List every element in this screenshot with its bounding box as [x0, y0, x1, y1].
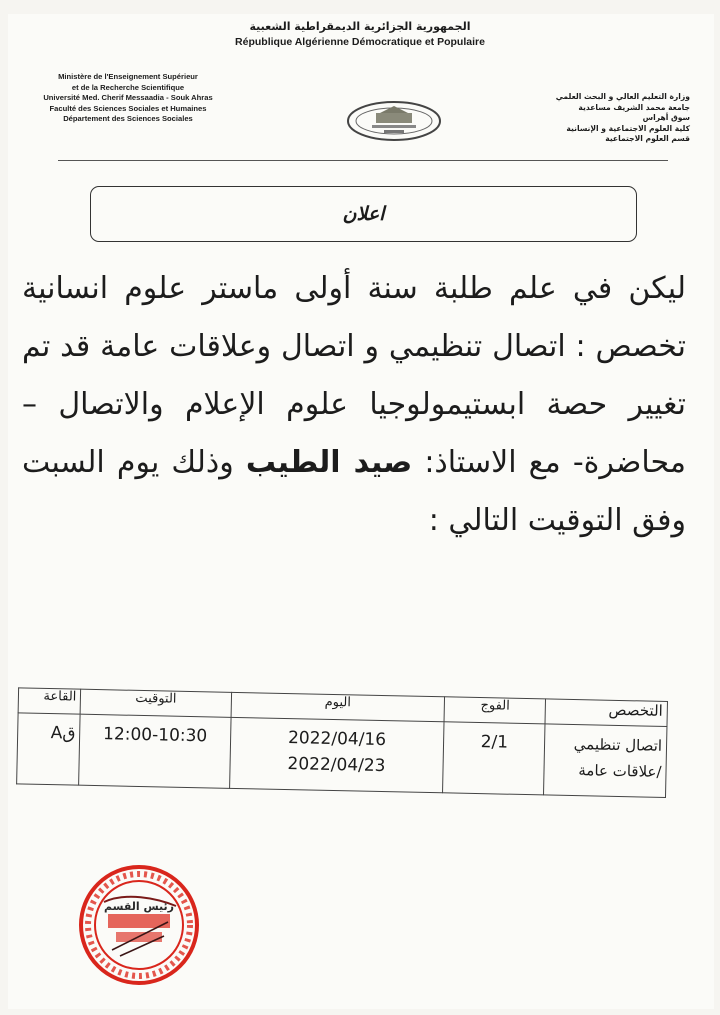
university-line-ar: جامعة محمد الشريف مساعدية [578, 102, 690, 112]
specialty-line-1: اتصال تنظيمي [573, 735, 663, 755]
signature-title: رئيس القسم [104, 900, 174, 913]
teacher-name: صيد الطيب [245, 445, 413, 480]
cell-specialty [544, 724, 667, 798]
ministry-line-ar: وزارة التعليم العالي و البحث العلمي [555, 92, 690, 101]
university-line: Université Med. Cherif Messaadia - Souk Ahras [43, 93, 213, 103]
cell-room: قA [17, 713, 81, 785]
institution-header-arabic [490, 92, 690, 145]
republic-name-french: République Algérienne Démocratique et Populaire [235, 36, 485, 48]
announcement-body [22, 260, 686, 550]
announcement-title: اعلان [342, 203, 385, 225]
faculty-line: Faculté des Sciences Sociales et Humaines [49, 103, 207, 113]
table-row [17, 713, 667, 798]
department-line-ar: قسم العلوم الاجتماعية [605, 134, 690, 144]
body-outro: وذلك يوم السبت وفق التوقيت التالي : [22, 445, 686, 538]
university-logo [346, 100, 442, 142]
header-specialty: التخصص [545, 699, 667, 727]
header-divider [58, 160, 668, 161]
header-room: القاعة [18, 688, 81, 714]
institution-header-french [18, 72, 238, 125]
announcement-title-box [90, 186, 637, 242]
research-line: et de la Recherche Scientifique [71, 82, 185, 92]
header-day: اليوم [231, 692, 445, 721]
body-intro: ليكن في علم طلبة سنة أولى ماستر علوم انسانية تخصص : اتصال تنظيمي و اتصال وعلاقات عامة قد تم تغيير حصة ابستيمولوجيا علوم الإعلام والاتصال – محاضرة- مع الاستاذ: [22, 271, 686, 480]
ministry-line: Ministère de l'Enseignement Supérieur [58, 72, 198, 81]
department-line: Département des Sciences Sociales [63, 114, 193, 124]
department-stamp [76, 862, 202, 988]
header-group: الفوج [444, 697, 546, 724]
faculty-line-ar: كلية العلوم الاجتماعية و الإنسانية [566, 123, 690, 133]
city-line-ar: سوق أهراس [642, 113, 690, 123]
specialty-line-2: /علاقات عامة [578, 761, 662, 781]
cell-day [229, 717, 444, 792]
schedule-table [16, 687, 668, 798]
cell-group: 2/1 [443, 722, 546, 795]
header-time: التوقيت [80, 689, 231, 717]
date-2: 2022/04/23 [287, 754, 386, 777]
cell-time: 12:00-10:30 [79, 714, 231, 788]
republic-name-arabic: الجمهورية الجزائرية الديمقراطية الشعبية [249, 20, 471, 33]
date-1: 2022/04/16 [287, 728, 387, 751]
